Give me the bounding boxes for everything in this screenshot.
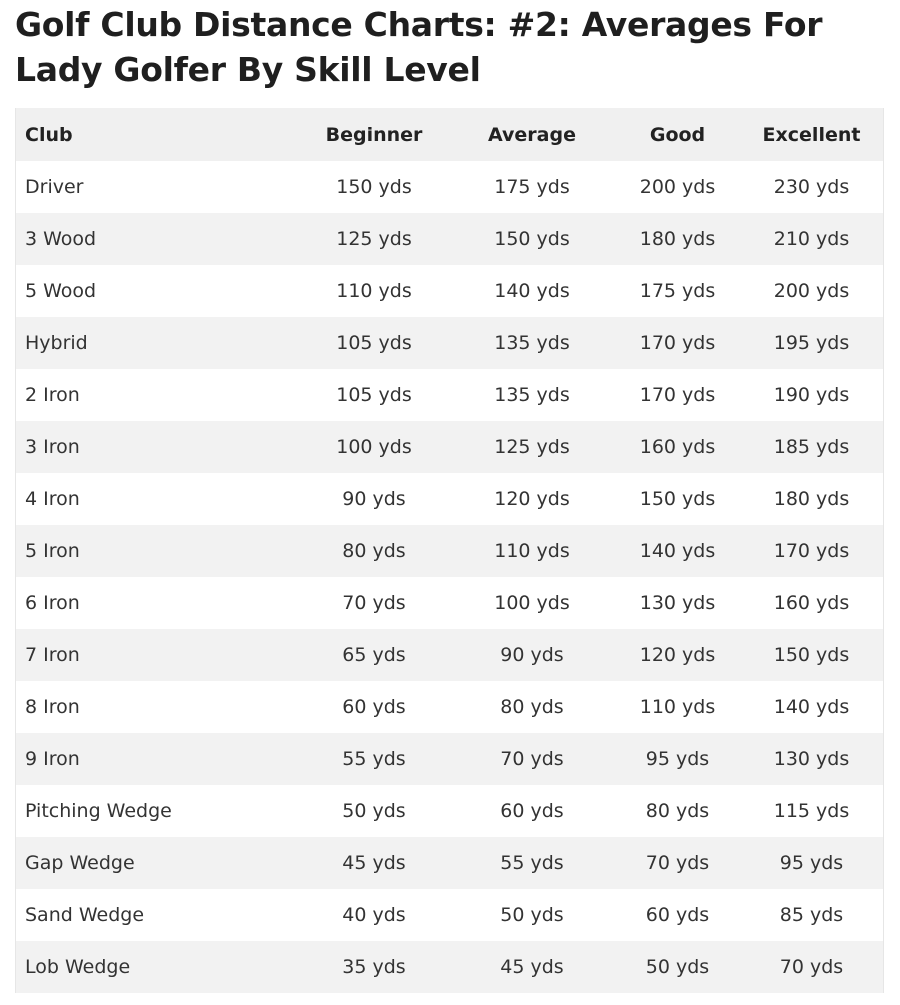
cell-good: 130 yds <box>615 577 740 629</box>
header-excellent: Excellent <box>740 108 883 161</box>
cell-good: 170 yds <box>615 369 740 421</box>
cell-club: 9 Iron <box>16 733 299 785</box>
table-row <box>16 265 883 317</box>
header-beginner: Beginner <box>299 108 449 161</box>
header-good: Good <box>615 108 740 161</box>
table-row <box>16 941 883 993</box>
cell-good: 175 yds <box>615 265 740 317</box>
cell-average: 135 yds <box>449 369 615 421</box>
cell-average: 50 yds <box>449 889 615 941</box>
cell-beginner: 60 yds <box>299 681 449 733</box>
cell-club: 6 Iron <box>16 577 299 629</box>
table-row <box>16 889 883 941</box>
cell-good: 200 yds <box>615 161 740 213</box>
header-average: Average <box>449 108 615 161</box>
cell-beginner: 40 yds <box>299 889 449 941</box>
cell-excellent: 200 yds <box>740 265 883 317</box>
cell-club: Pitching Wedge <box>16 785 299 837</box>
cell-club: 5 Wood <box>16 265 299 317</box>
table-row <box>16 733 883 785</box>
cell-excellent: 115 yds <box>740 785 883 837</box>
table-row <box>16 785 883 837</box>
cell-beginner: 110 yds <box>299 265 449 317</box>
cell-excellent: 85 yds <box>740 889 883 941</box>
cell-beginner: 90 yds <box>299 473 449 525</box>
cell-beginner: 45 yds <box>299 837 449 889</box>
cell-club: 3 Wood <box>16 213 299 265</box>
cell-average: 110 yds <box>449 525 615 577</box>
cell-average: 70 yds <box>449 733 615 785</box>
cell-beginner: 35 yds <box>299 941 449 993</box>
cell-excellent: 95 yds <box>740 837 883 889</box>
distance-table-container <box>15 108 884 993</box>
cell-average: 140 yds <box>449 265 615 317</box>
table-row <box>16 213 883 265</box>
table-row <box>16 629 883 681</box>
cell-average: 125 yds <box>449 421 615 473</box>
cell-average: 135 yds <box>449 317 615 369</box>
cell-average: 120 yds <box>449 473 615 525</box>
cell-excellent: 180 yds <box>740 473 883 525</box>
cell-excellent: 160 yds <box>740 577 883 629</box>
table-body <box>16 161 883 993</box>
cell-beginner: 125 yds <box>299 213 449 265</box>
cell-beginner: 105 yds <box>299 369 449 421</box>
cell-club: Hybrid <box>16 317 299 369</box>
cell-excellent: 170 yds <box>740 525 883 577</box>
cell-club: 7 Iron <box>16 629 299 681</box>
table-row <box>16 525 883 577</box>
cell-good: 70 yds <box>615 837 740 889</box>
cell-club: Sand Wedge <box>16 889 299 941</box>
cell-beginner: 50 yds <box>299 785 449 837</box>
table-row <box>16 161 883 213</box>
cell-club: 2 Iron <box>16 369 299 421</box>
cell-excellent: 130 yds <box>740 733 883 785</box>
cell-average: 60 yds <box>449 785 615 837</box>
page-title: Golf Club Distance Charts: #2: Averages For Lady Golfer By Skill Level <box>15 5 823 89</box>
cell-beginner: 150 yds <box>299 161 449 213</box>
cell-good: 95 yds <box>615 733 740 785</box>
distance-table <box>16 108 883 993</box>
table-row <box>16 837 883 889</box>
cell-good: 60 yds <box>615 889 740 941</box>
cell-average: 175 yds <box>449 161 615 213</box>
cell-good: 180 yds <box>615 213 740 265</box>
cell-excellent: 210 yds <box>740 213 883 265</box>
cell-average: 150 yds <box>449 213 615 265</box>
cell-good: 140 yds <box>615 525 740 577</box>
table-row <box>16 577 883 629</box>
cell-good: 160 yds <box>615 421 740 473</box>
cell-beginner: 105 yds <box>299 317 449 369</box>
cell-club: Gap Wedge <box>16 837 299 889</box>
cell-club: Driver <box>16 161 299 213</box>
cell-excellent: 195 yds <box>740 317 883 369</box>
cell-club: 4 Iron <box>16 473 299 525</box>
cell-average: 55 yds <box>449 837 615 889</box>
cell-excellent: 230 yds <box>740 161 883 213</box>
table-row <box>16 369 883 421</box>
cell-club: Lob Wedge <box>16 941 299 993</box>
table-row <box>16 681 883 733</box>
table-row <box>16 421 883 473</box>
cell-good: 150 yds <box>615 473 740 525</box>
cell-average: 90 yds <box>449 629 615 681</box>
cell-good: 50 yds <box>615 941 740 993</box>
cell-good: 170 yds <box>615 317 740 369</box>
cell-beginner: 65 yds <box>299 629 449 681</box>
cell-beginner: 80 yds <box>299 525 449 577</box>
cell-average: 100 yds <box>449 577 615 629</box>
cell-average: 80 yds <box>449 681 615 733</box>
cell-beginner: 100 yds <box>299 421 449 473</box>
cell-excellent: 185 yds <box>740 421 883 473</box>
cell-club: 5 Iron <box>16 525 299 577</box>
cell-excellent: 150 yds <box>740 629 883 681</box>
cell-beginner: 70 yds <box>299 577 449 629</box>
cell-excellent: 190 yds <box>740 369 883 421</box>
cell-beginner: 55 yds <box>299 733 449 785</box>
cell-excellent: 140 yds <box>740 681 883 733</box>
cell-club: 8 Iron <box>16 681 299 733</box>
cell-good: 120 yds <box>615 629 740 681</box>
table-header-row <box>16 108 883 161</box>
header-club: Club <box>16 108 299 161</box>
cell-club: 3 Iron <box>16 421 299 473</box>
table-row <box>16 473 883 525</box>
cell-average: 45 yds <box>449 941 615 993</box>
table-row <box>16 317 883 369</box>
cell-excellent: 70 yds <box>740 941 883 993</box>
cell-good: 80 yds <box>615 785 740 837</box>
cell-good: 110 yds <box>615 681 740 733</box>
